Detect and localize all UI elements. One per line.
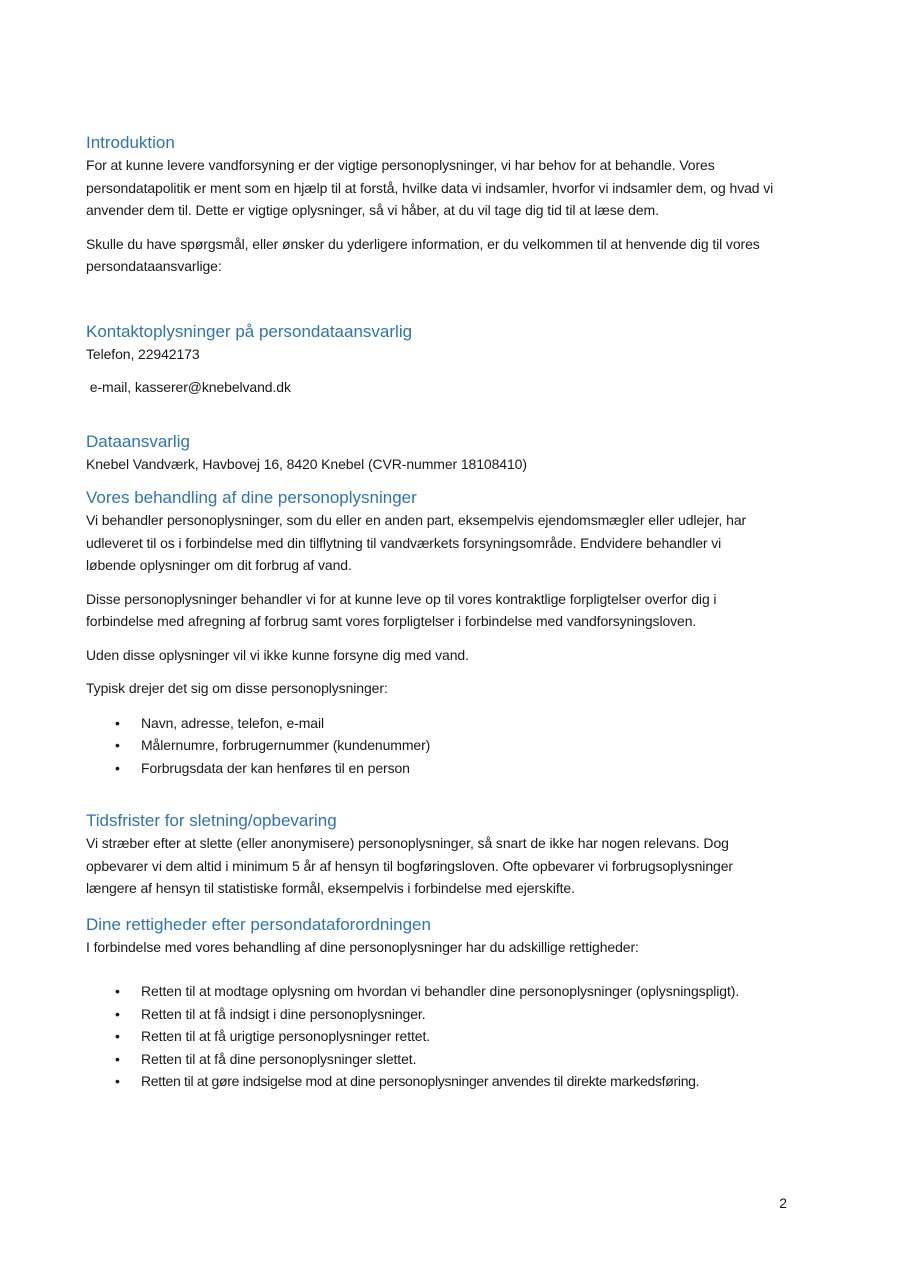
intro-paragraph-1: For at kunne levere vandforsyning er der vigtige personoplysninger, vi har behov for at behandle. Vores persondatapolitik er ment som en hjælp til at forstå, hvilke data vi indsamler, hvorfor vi indsamler dem, og hvad vi anvender dem til. Dette er vigtige oplysninger, så vi håber, at du vil tage dig tid til at læse dem. — [86, 157, 774, 218]
retention-paragraph: Vi stræber efter at slette (eller anonymisere) personoplysninger, så snart de ikke har nogen relevans. Dog opbevarer vi dem altid i minimum 5 år af hensyn til bogføringsloven. Ofte opbevarer vi forbrugsoplysninger længere af hensyn til statistiske formål, eksempelvis i forbindelse med ejerskifte. — [86, 835, 733, 896]
processing-paragraph-1: Vi behandler personoplysninger, som du eller en anden part, eksempelvis ejendomsmægler eller udlejer, har udleveret til os i forbindelse med din tilflytning til vandværkets forsyningsområde. Endvidere behandler vi løbende oplysninger om dit forbrug af vand. — [86, 512, 747, 573]
list-item: • Navn, adresse, telefon, e-mail — [86, 712, 806, 735]
list-item: • Retten til at få urigtige personoplysninger rettet. — [86, 1025, 806, 1048]
list-item: • Retten til at modtage oplysning om hvordan vi behandler dine personoplysninger (oplysningspligt). — [86, 980, 761, 1003]
list-item: • Retten til at få indsigt i dine personoplysninger. — [86, 1003, 806, 1026]
controller-text: Knebel Vandværk, Havbovej 16, 8420 Knebel (CVR-nummer 18108410) — [86, 455, 527, 472]
list-item: • Målernumre, forbrugernummer (kundenummer) — [86, 734, 806, 757]
bullet-icon: • — [115, 983, 120, 999]
list-item: • Retten til at få dine personoplysninger slettet. — [86, 1048, 806, 1071]
bullet-icon: • — [115, 1050, 120, 1067]
list-item: • Forbrugsdata der kan henføres til en person — [86, 757, 806, 780]
retention-heading: Tidsfrister for sletning/opbevaring — [86, 811, 337, 830]
processing-heading: Vores behandling af dine personoplysninger — [86, 488, 417, 507]
personal-data-list — [86, 712, 806, 780]
contact-heading: Kontaktoplysninger på persondataansvarlig — [86, 321, 413, 341]
processing-paragraph-4: Typisk drejer det sig om disse personoplysninger: — [86, 680, 388, 696]
bullet-icon: • — [115, 714, 120, 731]
contact-phone: Telefon, 22942173 — [86, 345, 200, 362]
intro-paragraph-2: Skulle du have spørgsmål, eller ønsker du yderligere information, er du velkommen til at henvende dig til vores persondataansvarlige: — [86, 235, 760, 274]
rights-heading: Dine rettigheder efter persondataforordningen — [86, 914, 431, 934]
intro-heading: Introduktion — [86, 133, 175, 152]
bullet-icon: • — [115, 759, 120, 776]
processing-paragraph-2: Disse personoplysninger behandler vi for at kunne leve op til vores kontraktlige forpligtelser overfor dig i forbindelse med afregning af forbrug samt vores forpligtelser i forbindelse med vandforsyningsloven. — [86, 590, 717, 629]
document-page — [86, 132, 806, 1093]
processing-paragraph-3: Uden disse oplysninger vil vi ikke kunne forsyne dig med vand. — [86, 646, 469, 663]
bullet-icon: • — [115, 737, 120, 753]
bullet-icon: • — [115, 1028, 120, 1044]
rights-list — [86, 980, 806, 1093]
bullet-icon: • — [115, 1073, 120, 1089]
bullet-icon: • — [115, 1005, 120, 1022]
rights-intro: I forbindelse med vores behandling af dine personoplysninger har du adskillige rettigheder: — [86, 938, 639, 955]
list-item: • Retten til at gøre indsigelse mod at dine personoplysninger anvendes til direkte markedsføring. — [86, 1070, 806, 1093]
page-number: 2 — [779, 1195, 787, 1211]
controller-heading: Dataansvarlig — [86, 431, 190, 451]
contact-email: e-mail, kasserer@knebelvand.dk — [86, 379, 291, 395]
